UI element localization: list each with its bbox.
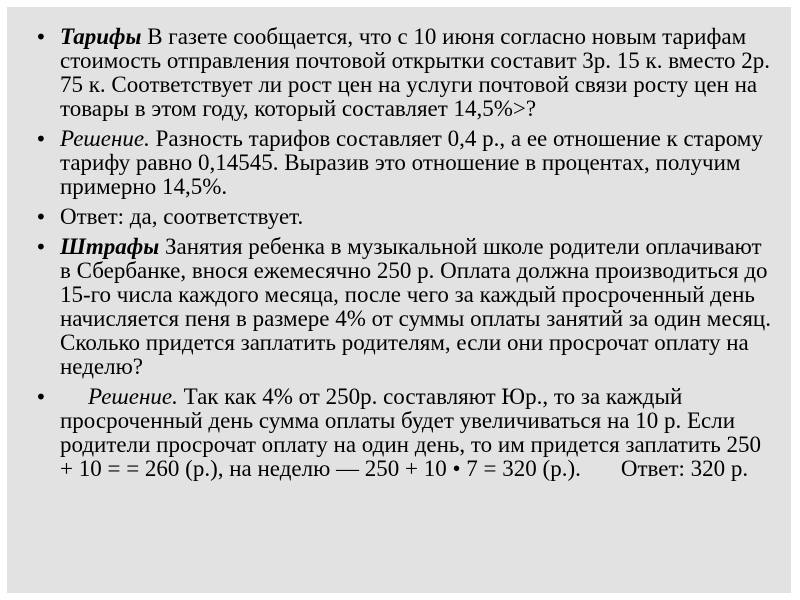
fines-answer-text: Ответ: 320 р. bbox=[620, 456, 749, 481]
bullet-list bbox=[35, 25, 777, 487]
bullet-icon: • bbox=[35, 385, 47, 409]
tariffs-solution-text: Разность тарифов составляет 0,4 р., а ее отношение к старому тарифу равно 0,14545. Выразив это отношение в процентах, получим примерно 14,5%. bbox=[60, 126, 763, 199]
list-item-tariffs-answer bbox=[35, 205, 777, 229]
fines-problem-text: Занятия ребенка в музыкальной школе родители оплачивают в Сбербанке, внося ежемесячно 250 р. Оплата должна производиться до 15-го числа каждого месяца, после чего за каждый просроченный день начисляется пеня в размере 4% от суммы оплаты занятий за один месяц. Сколько придется заплатить родителям, если они просрочат оплату на неделю? bbox=[60, 234, 771, 379]
fines-solution-text: Так как 4% от 250р. составляют Юр., то за каждый просроченный день сумма оплаты будет увеличиваться на 10 р. Если родители просрочат оплату на один день, то им придется заплатить 250 + 10 = = 260 (р.), на неделю — 250 + 10 • 7 = 320 (р.). bbox=[60, 384, 761, 481]
list-item-fines-solution bbox=[35, 385, 777, 481]
tariffs-problem-text: В газете сообщается, что с 10 июня согласно новым тарифам стоимость отправления почтовой открытки составит 3р. 15 к. вместо 2р. 75 к. Соответствует ли рост цен на услуги почтовой связи росту цен на товары в этом году, который составляет 14,5%>? bbox=[60, 24, 770, 121]
list-item-fines-problem bbox=[35, 235, 777, 379]
bullet-icon: • bbox=[35, 25, 47, 49]
bullet-icon: • bbox=[35, 205, 47, 229]
list-item-tariffs-problem bbox=[35, 25, 777, 121]
content-box bbox=[7, 7, 791, 593]
bullet-icon: • bbox=[35, 235, 47, 259]
fines-heading: Штрафы bbox=[60, 234, 160, 259]
bullet-icon: • bbox=[35, 127, 47, 151]
tariffs-heading: Тарифы bbox=[60, 24, 142, 49]
fines-solution-label: Решение. bbox=[88, 384, 178, 409]
tariffs-solution-label: Решение. bbox=[60, 126, 150, 151]
tariffs-answer-text: Ответ: да, соответствует. bbox=[60, 204, 304, 229]
list-item-tariffs-solution bbox=[35, 127, 777, 199]
